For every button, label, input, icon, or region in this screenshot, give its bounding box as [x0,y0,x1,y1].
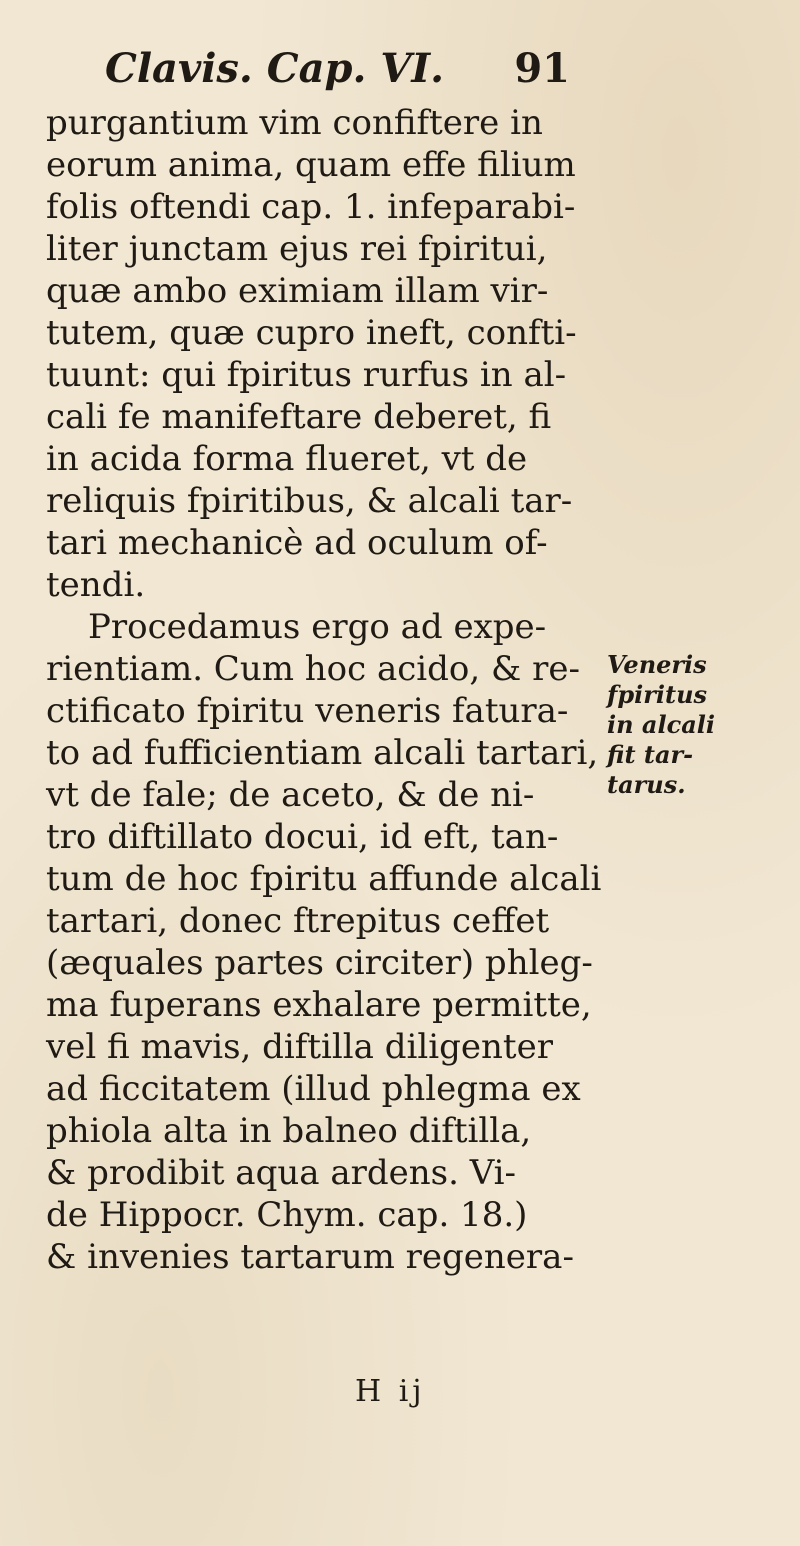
text-line: to ad fufficientiam alcali tartari, [46,733,599,773]
margin-note-line: Veneris [607,650,707,679]
text-line: & prodibit aqua ardens. Vi- [46,1153,517,1193]
text-line: & invenies tartarum regenera- [46,1237,574,1277]
margin-note-line: fit tar- [607,740,694,769]
page-header [105,42,585,96]
text-line: tendi. [46,565,146,605]
margin-note-line: in alcali [607,710,715,739]
text-line: quæ ambo eximiam illam vir- [46,271,549,311]
text-line: tuunt: qui fpiritus rurfus in al- [46,355,567,395]
text-line: vt de fale; de aceto, & de ni- [46,775,535,815]
text-line: ctificato fpiritu veneris fatura- [46,691,569,731]
body-text [46,102,602,1278]
margin-note [607,650,797,800]
text-line: tro diftillato docui, id eft, tan- [46,817,559,857]
text-line: cali fe manifeftare deberet, fi [46,397,552,437]
paragraph-start-line: Procedamus ergo ad expe- [88,607,547,647]
margin-note-line: tarus. [607,770,686,799]
text-line: phiola alta in balneo diftilla, [46,1111,532,1151]
text-line: tartari, donec ftrepitus ceffet [46,901,550,941]
margin-note-line: fpiritus [607,680,708,709]
text-line: purgantium vim confiftere in [46,103,543,143]
text-line: folis oftendi cap. 1. infeparabi- [46,187,576,227]
text-line: liter junctam ejus rei fpiritui, [46,229,548,269]
text-line: ma fuperans exhalare permitte, [46,985,592,1025]
text-line: eorum anima, quam effe filium [46,145,576,185]
text-line: de Hippocr. Chym. cap. 18.) [46,1195,528,1235]
text-line: rientiam. Cum hoc acido, & re- [46,649,580,689]
text-line: (æquales partes circiter) phleg- [46,943,593,983]
text-line: reliquis fpiritibus, & alcali tar- [46,481,573,521]
text-line: in acida forma flueret, vt de [46,439,528,479]
running-head: Clavis. Cap. VI. [105,45,445,92]
page-number: 91 [514,45,570,92]
signature-mark: H ij [355,1374,426,1409]
text-line: tum de hoc fpiritu affunde alcali [46,859,602,899]
text-line: tutem, quæ cupro ineft, confti- [46,313,577,353]
text-line: tari mechanicè ad oculum of- [46,523,548,563]
text-line: vel fi mavis, diftilla diligenter [46,1027,553,1067]
text-line: ad ficcitatem (illud phlegma ex [46,1069,581,1109]
